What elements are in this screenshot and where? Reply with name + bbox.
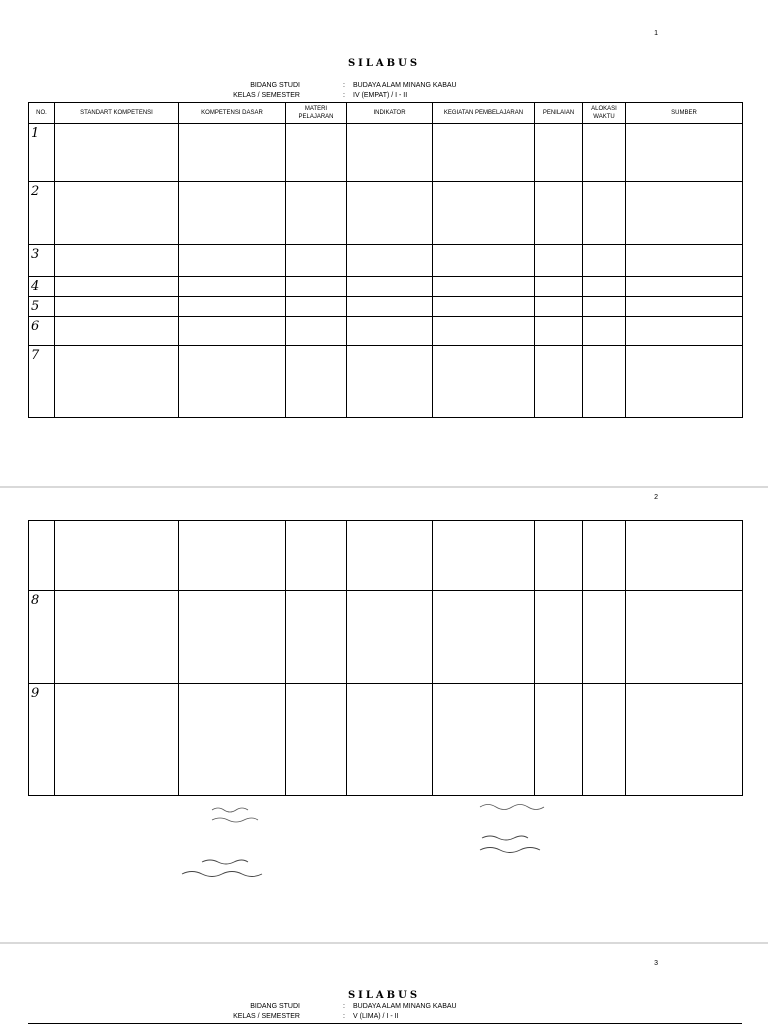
table-cell bbox=[347, 346, 433, 418]
syllabus-table bbox=[28, 102, 743, 418]
column-header: KEGIATAN PEMBELAJARAN bbox=[433, 103, 535, 124]
table-row bbox=[29, 684, 743, 796]
teacher-name-signature bbox=[478, 832, 578, 856]
table-cell bbox=[626, 245, 743, 277]
table-cell bbox=[286, 684, 347, 796]
table-cell bbox=[535, 684, 583, 796]
document-page-2 bbox=[0, 488, 768, 942]
column-header: NO. bbox=[29, 103, 55, 124]
signature-scribble bbox=[478, 800, 568, 812]
signature-block-principal bbox=[210, 804, 300, 826]
table-cell bbox=[626, 182, 743, 245]
table-cell bbox=[583, 245, 626, 277]
class-label: KELAS / SEMESTER bbox=[233, 1013, 300, 1020]
table-cell bbox=[347, 297, 433, 317]
class-value-row bbox=[343, 1012, 543, 1022]
table-cell bbox=[347, 182, 433, 245]
table-cell bbox=[535, 245, 583, 277]
table-cell bbox=[55, 277, 179, 297]
row-number: 6 bbox=[29, 317, 55, 346]
subject-row bbox=[200, 81, 300, 91]
table-cell bbox=[55, 521, 179, 591]
table-row bbox=[29, 245, 743, 277]
row-number: 5 bbox=[29, 297, 55, 317]
table-cell bbox=[286, 591, 347, 684]
table-cell bbox=[433, 346, 535, 418]
table-row bbox=[29, 591, 743, 684]
table-cell bbox=[583, 684, 626, 796]
table-cell bbox=[626, 277, 743, 297]
column-header: SUMBER bbox=[626, 103, 743, 124]
table-cell bbox=[535, 591, 583, 684]
table-cell bbox=[433, 182, 535, 245]
column-header: STANDART KOMPETENSI bbox=[55, 103, 179, 124]
signature-scribble bbox=[210, 804, 300, 826]
table-cell bbox=[583, 297, 626, 317]
row-number: 7 bbox=[29, 346, 55, 418]
table-row bbox=[29, 297, 743, 317]
subject-value-row bbox=[343, 1002, 543, 1012]
syllabus-table-continued bbox=[28, 520, 743, 796]
row-number bbox=[29, 521, 55, 591]
table-cell bbox=[535, 346, 583, 418]
table-cell bbox=[347, 684, 433, 796]
table-cell bbox=[347, 591, 433, 684]
table-row bbox=[29, 317, 743, 346]
table-cell bbox=[55, 182, 179, 245]
page-number: 2 bbox=[654, 494, 658, 501]
table-cell bbox=[535, 317, 583, 346]
colon: : bbox=[343, 82, 345, 89]
document-page-1 bbox=[0, 0, 768, 486]
table-cell bbox=[179, 297, 286, 317]
principal-name-signature bbox=[180, 856, 290, 880]
table-cell bbox=[55, 124, 179, 182]
document-page-3 bbox=[0, 944, 768, 1024]
table-row bbox=[29, 521, 743, 591]
table-cell bbox=[179, 346, 286, 418]
page-number: 3 bbox=[654, 960, 658, 967]
table-cell bbox=[433, 277, 535, 297]
subject-label: BIDANG STUDI bbox=[250, 82, 300, 89]
table-cell bbox=[179, 245, 286, 277]
table-cell bbox=[286, 124, 347, 182]
row-number: 3 bbox=[29, 245, 55, 277]
table-cell bbox=[179, 124, 286, 182]
page-title: SILABUS bbox=[347, 990, 421, 1001]
table-cell bbox=[55, 591, 179, 684]
table-cell bbox=[286, 245, 347, 277]
table-cell bbox=[55, 245, 179, 277]
table-cell bbox=[433, 521, 535, 591]
page-number: 1 bbox=[654, 30, 658, 37]
table-cell bbox=[583, 317, 626, 346]
table-cell bbox=[55, 317, 179, 346]
colon: : bbox=[343, 1003, 345, 1010]
table-cell bbox=[535, 297, 583, 317]
table-cell bbox=[286, 297, 347, 317]
table-row bbox=[29, 124, 743, 182]
table-cell bbox=[535, 182, 583, 245]
column-header: ALOKASI WAKTU bbox=[583, 103, 626, 124]
table-cell bbox=[179, 684, 286, 796]
table-row bbox=[29, 277, 743, 297]
table-cell bbox=[626, 297, 743, 317]
subject-value: BUDAYA ALAM MINANG KABAU bbox=[353, 82, 457, 89]
signature-block-teacher bbox=[478, 800, 568, 812]
table-cell bbox=[286, 317, 347, 346]
table-cell bbox=[583, 182, 626, 245]
table-cell bbox=[179, 182, 286, 245]
table-cell bbox=[626, 591, 743, 684]
table-cell bbox=[535, 124, 583, 182]
table-cell bbox=[433, 684, 535, 796]
subject-value: BUDAYA ALAM MINANG KABAU bbox=[353, 1003, 457, 1010]
table-cell bbox=[535, 521, 583, 591]
signature-scribble bbox=[478, 832, 578, 856]
table-cell bbox=[286, 277, 347, 297]
table-cell bbox=[433, 297, 535, 317]
subject-value-row bbox=[343, 81, 543, 91]
table-row bbox=[29, 346, 743, 418]
table-header-row bbox=[29, 103, 743, 124]
table-cell bbox=[626, 346, 743, 418]
table-cell bbox=[535, 277, 583, 297]
column-header: INDIKATOR bbox=[347, 103, 433, 124]
row-number: 9 bbox=[29, 684, 55, 796]
page-title: SILABUS bbox=[347, 58, 421, 69]
table-cell bbox=[347, 245, 433, 277]
row-number: 4 bbox=[29, 277, 55, 297]
table-cell bbox=[583, 521, 626, 591]
table-cell bbox=[626, 521, 743, 591]
table-cell bbox=[433, 317, 535, 346]
subject-label: BIDANG STUDI bbox=[250, 1003, 300, 1010]
class-label: KELAS / SEMESTER bbox=[233, 92, 300, 99]
signature-scribble bbox=[180, 856, 290, 880]
column-header: MATERI PELAJARAN bbox=[286, 103, 347, 124]
table-cell bbox=[347, 124, 433, 182]
class-value: IV (EMPAT) / I - II bbox=[353, 92, 408, 99]
class-value-row bbox=[343, 91, 543, 101]
table-cell bbox=[286, 521, 347, 591]
table-cell bbox=[179, 521, 286, 591]
table-cell bbox=[626, 317, 743, 346]
table-cell bbox=[433, 591, 535, 684]
class-row bbox=[200, 91, 300, 101]
column-header: KOMPETENSI DASAR bbox=[179, 103, 286, 124]
column-header: PENILAIAN bbox=[535, 103, 583, 124]
class-value: V (LIMA) / I - II bbox=[353, 1013, 399, 1020]
table-cell bbox=[55, 684, 179, 796]
table-cell bbox=[55, 346, 179, 418]
table-cell bbox=[179, 591, 286, 684]
colon: : bbox=[343, 1013, 345, 1020]
table-cell bbox=[286, 182, 347, 245]
row-number: 8 bbox=[29, 591, 55, 684]
subject-row bbox=[200, 1002, 300, 1012]
table-cell bbox=[179, 317, 286, 346]
table-cell bbox=[347, 277, 433, 297]
class-row bbox=[200, 1012, 300, 1022]
row-number: 2 bbox=[29, 182, 55, 245]
table-cell bbox=[347, 317, 433, 346]
table-cell bbox=[347, 521, 433, 591]
table-cell bbox=[626, 124, 743, 182]
table-cell bbox=[583, 124, 626, 182]
table-cell bbox=[55, 297, 179, 317]
table-cell bbox=[626, 684, 743, 796]
table-cell bbox=[286, 346, 347, 418]
colon: : bbox=[343, 92, 345, 99]
table-cell bbox=[583, 346, 626, 418]
table-cell bbox=[583, 277, 626, 297]
table-row bbox=[29, 182, 743, 245]
table-cell bbox=[583, 591, 626, 684]
table-cell bbox=[433, 245, 535, 277]
table-cell bbox=[179, 277, 286, 297]
row-number: 1 bbox=[29, 124, 55, 182]
table-cell bbox=[433, 124, 535, 182]
